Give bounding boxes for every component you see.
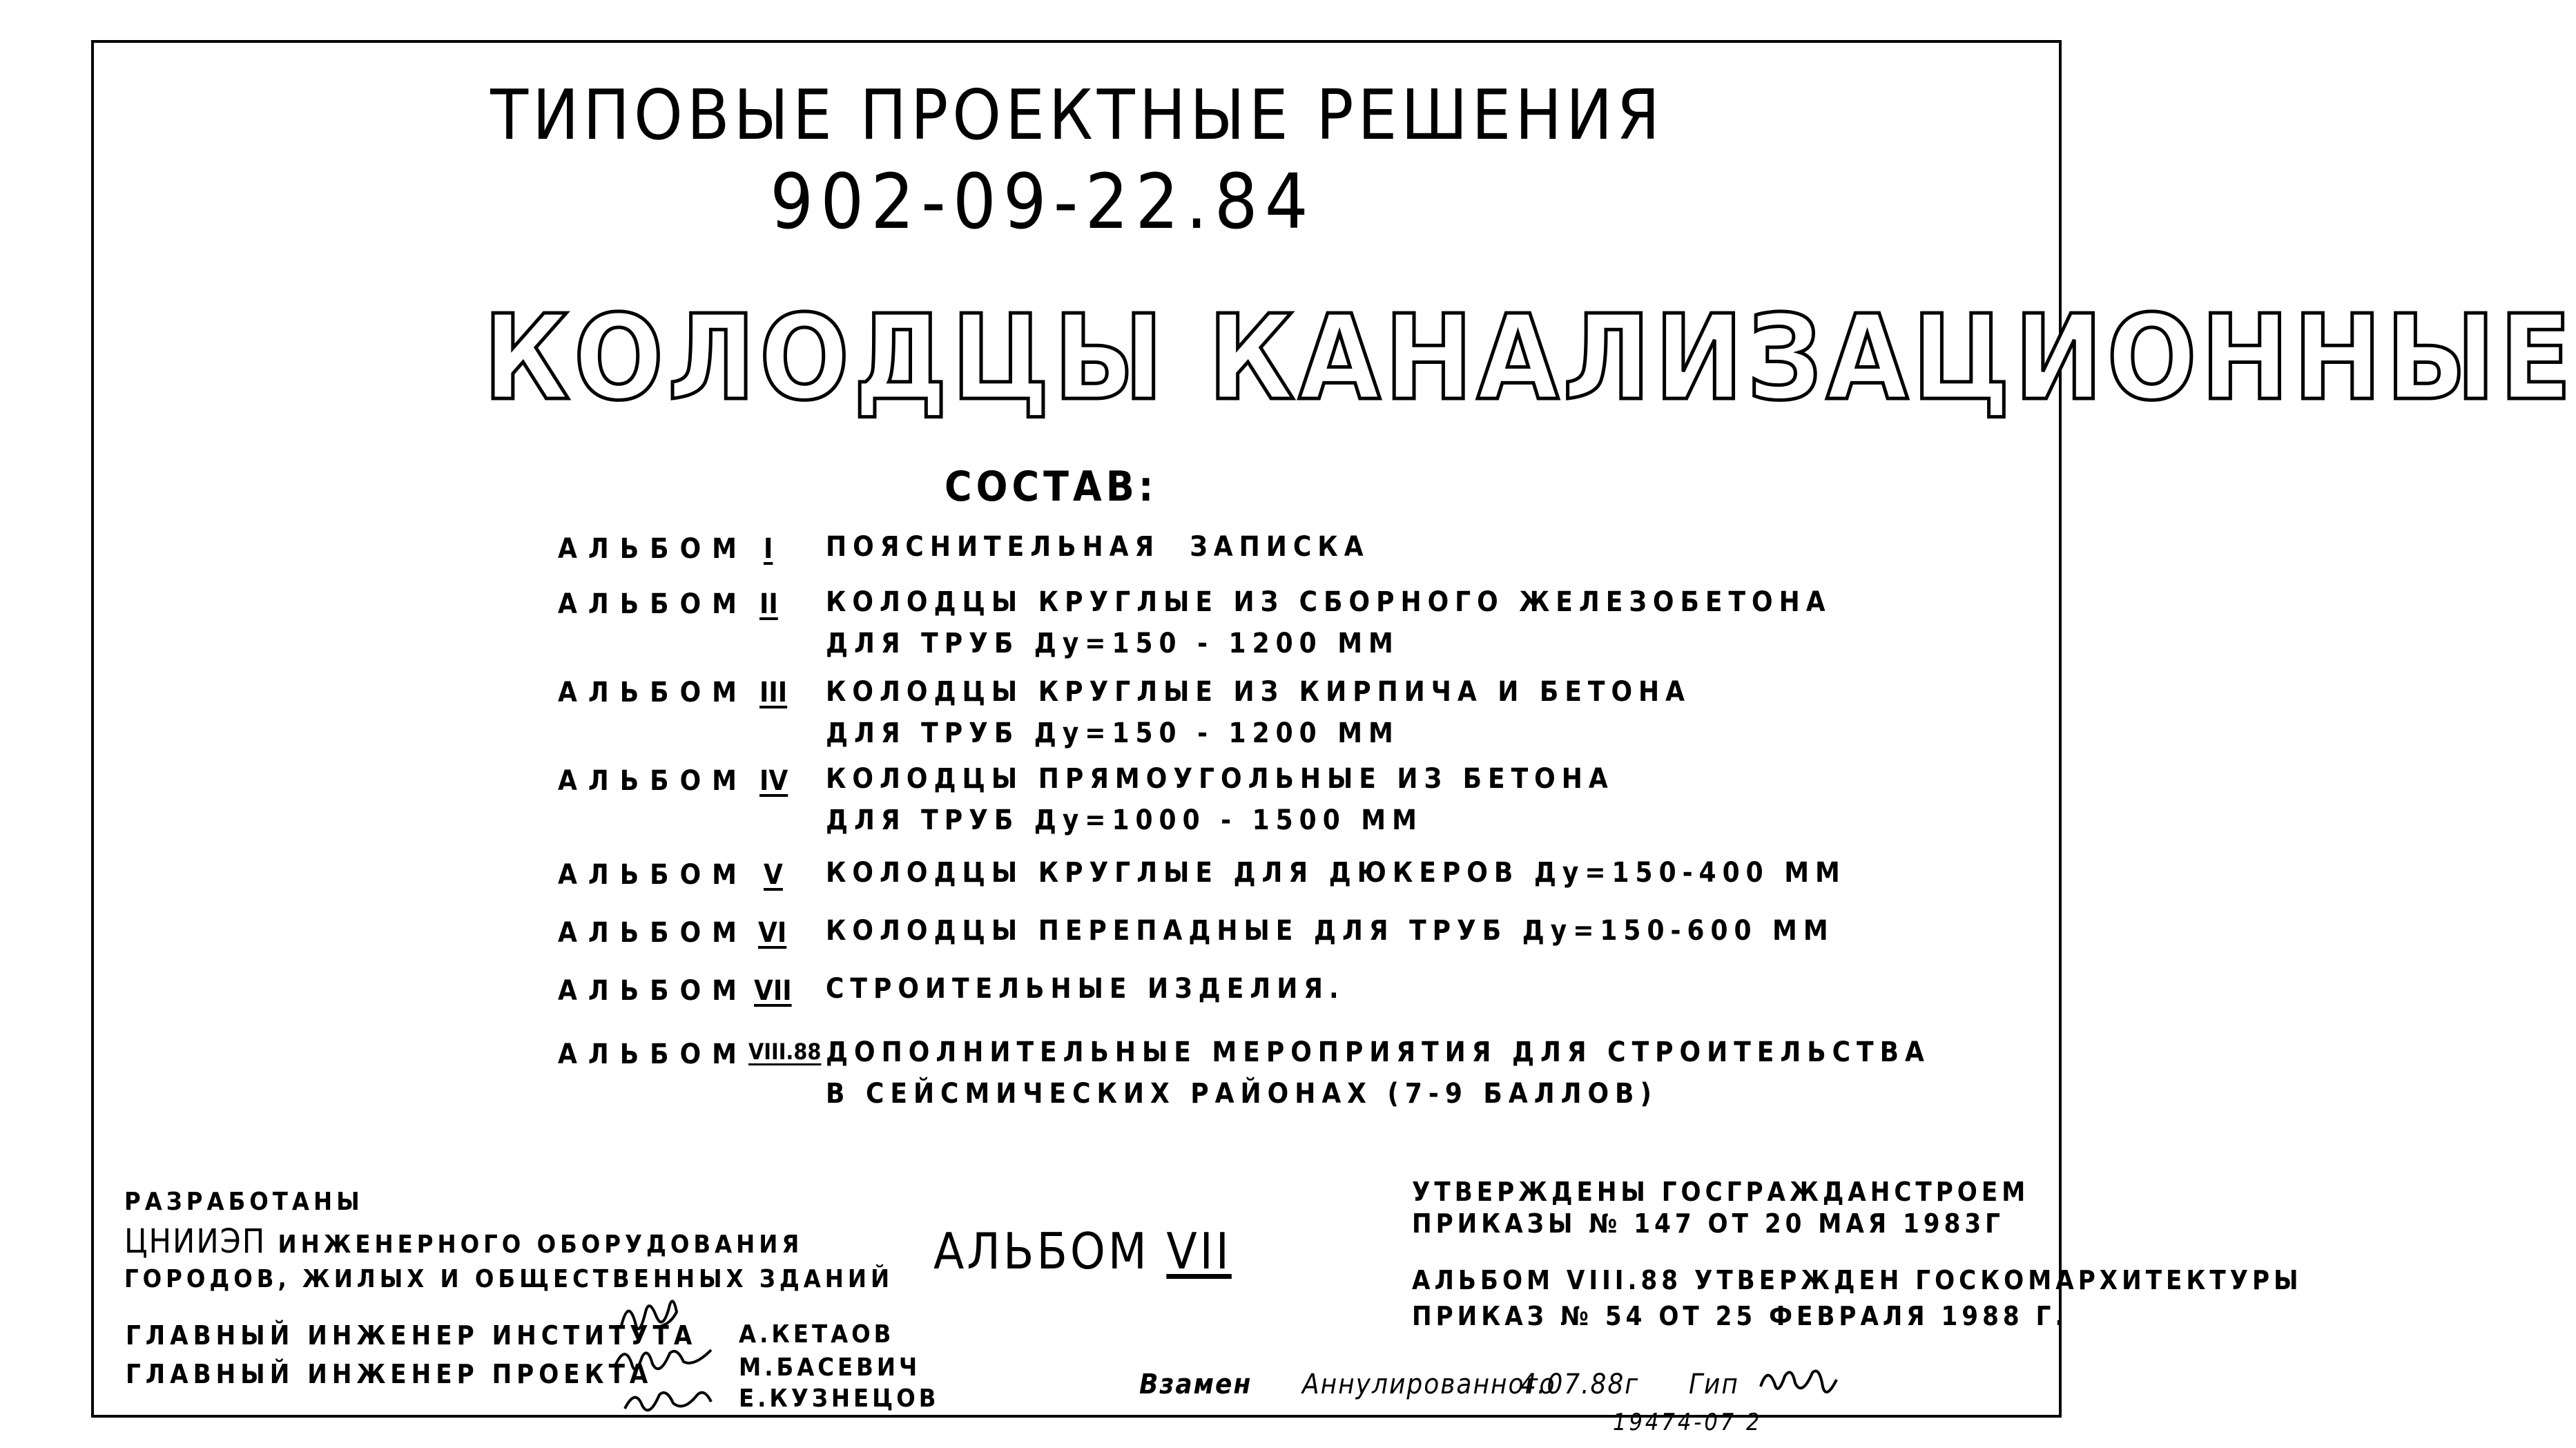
album-label: АЛЬБОМ (558, 533, 748, 565)
album-label: АЛЬБОМ (558, 917, 748, 949)
album-description: ПОЯСНИТЕЛЬНАЯ ЗАПИСКА (826, 531, 1370, 563)
current-album-number: VII (1166, 1222, 1232, 1280)
replacement-gip: Гип (1689, 1369, 1739, 1400)
replacement-prefix: Взамен (1139, 1369, 1252, 1400)
album-number: II (759, 588, 778, 620)
approval-line1: УТВЕРЖДЕНЫ ГОСГРАЖДАНСТРОЕМ (1412, 1177, 2030, 1207)
current-album-label: АЛЬБОМ (933, 1222, 1150, 1280)
album-description: КОЛОДЦЫ КРУГЛЫЕ ИЗ СБОРНОГО ЖЕЛЕЗОБЕТОНА ДЛЯ ТРУБ Ду=150 - 1200 ММ (826, 586, 1832, 659)
series-title: ТИПОВЫЕ ПРОЕКТНЫЕ РЕШЕНИЯ (490, 75, 1664, 155)
contents-heading: СОСТАВ: (945, 463, 1158, 511)
album-label: АЛЬБОМ (558, 1039, 748, 1070)
album-number: V (764, 859, 783, 891)
current-album (933, 1222, 1232, 1280)
album-description: КОЛОДЦЫ ПЕРЕПАДНЫЕ ДЛЯ ТРУБ Ду=150-600 ММ (826, 915, 1834, 947)
album-number: IV (759, 765, 788, 797)
developer-label: РАЗРАБОТАНЫ (124, 1188, 364, 1216)
document-title: КОЛОДЦЫ КАНАЛИЗАЦИОННЫЕ (483, 290, 2576, 427)
staff-name: М.БАСЕВИЧ (739, 1353, 921, 1382)
developer-org-line2: ГОРОДОВ, ЖИЛЫХ И ОБЩЕСТВЕННЫХ ЗДАНИЙ (124, 1265, 894, 1293)
album-label: АЛЬБОМ (558, 677, 748, 708)
document-code: 902-09-22.84 (770, 157, 1315, 246)
signature-marks (608, 1284, 739, 1422)
album-description: ДОПОЛНИТЕЛЬНЫЕ МЕРОПРИЯТИЯ ДЛЯ СТРОИТЕЛЬСТВА В СЕЙСМИЧЕСКИХ РАЙОНАХ (7-9 БАЛЛОВ) (826, 1036, 1930, 1110)
staff-name: Е.КУЗНЕЦОВ (739, 1384, 940, 1413)
album-label: АЛЬБОМ (558, 975, 748, 1007)
staff-role: ГЛАВНЫЙ ИНЖЕНЕР ПРОЕКТА (126, 1359, 653, 1389)
replacement-date: 4.07.88г (1520, 1369, 1640, 1400)
gip-signature (1754, 1359, 1843, 1407)
staff-name: А.КЕТАОВ (739, 1320, 895, 1349)
replacement-text: Аннулированного (1302, 1369, 1556, 1400)
approval-line2: ПРИКАЗЫ № 147 ОТ 20 МАЯ 1983Г (1412, 1208, 2004, 1239)
album-number: VIII.88 (748, 1039, 822, 1065)
album-description: КОЛОДЦЫ ПРЯМОУГОЛЬНЫЕ ИЗ БЕТОНА ДЛЯ ТРУБ Ду=1000 - 1500 ММ (826, 763, 1614, 836)
approval-line4: ПРИКАЗ № 54 ОТ 25 ФЕВРАЛЯ 1988 Г. (1412, 1301, 2069, 1331)
album-label: АЛЬБОМ (558, 588, 748, 620)
album-label: АЛЬБОМ (558, 765, 748, 797)
developer-org-name: ИНЖЕНЕРНОГО ОБОРУДОВАНИЯ (278, 1230, 804, 1259)
developer-org-line1 (124, 1222, 803, 1261)
album-number: VII (754, 975, 792, 1007)
album-description: СТРОИТЕЛЬНЫЕ ИЗДЕЛИЯ. (826, 973, 1345, 1005)
reference-number: 19474-07 2 (1613, 1409, 1763, 1436)
album-number: I (764, 533, 773, 565)
album-number: III (759, 677, 788, 708)
staff-role: ГЛАВНЫЙ ИНЖЕНЕР ИНСТИТУТА (126, 1320, 697, 1351)
album-description: КОЛОДЦЫ КРУГЛЫЕ ДЛЯ ДЮКЕРОВ Ду=150-400 ММ (826, 857, 1846, 889)
album-number: VI (758, 917, 787, 949)
developer-org-abbr: ЦНИИЭП (124, 1222, 267, 1261)
album-label: АЛЬБОМ (558, 859, 748, 891)
album-description: КОЛОДЦЫ КРУГЛЫЕ ИЗ КИРПИЧА И БЕТОНА ДЛЯ ТРУБ Ду=150 - 1200 ММ (826, 676, 1692, 749)
approval-line3: АЛЬБОМ VIII.88 УТВЕРЖДЕН ГОСКОМАРХИТЕКТУРЫ (1412, 1265, 2303, 1295)
